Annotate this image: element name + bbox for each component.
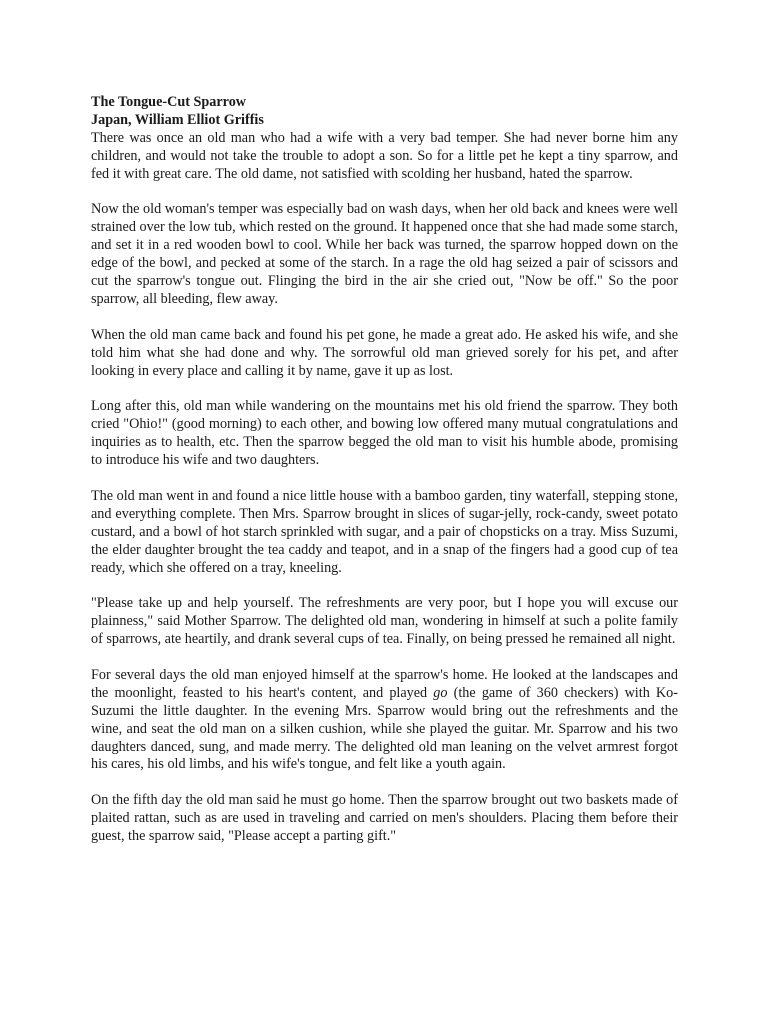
paragraph-6: "Please take up and help yourself. The refreshments are very poor, but I hope you will excuse our plainness," said Mother Sparrow. The delighted old man, wondering in himself at such a polite family of sparrows, ate heartily, and drank several cups of tea. Finally, on being pressed he remained all night. bbox=[91, 595, 678, 648]
paragraph-5: The old man went in and found a nice little house with a bamboo garden, tiny waterfall, stepping stone, and everything complete. Then Mrs. Sparrow brought in slices of sugar-jelly, rock-candy, sweet potato custard, and a bowl of hot starch sprinkled with sugar, and a pair of chopsticks on a tray. Miss Suzumi, the elder daughter brought the tea caddy and teapot, and in a snap of the fingers had a good cup of tea ready, which she offered on a tray, kneeling. bbox=[91, 487, 678, 576]
paragraph-2: Now the old woman's temper was especially bad on wash days, when her old back and knees were well strained over the low tub, which rested on the ground. It happened once that she had made some starch, and set it in a red wooden bowl to cool. While her back was turned, the sparrow hopped down on the edge of the bowl, and pecked at some of the starch. In a rage the old hag seized a pair of scissors and cut the sparrow's tongue out. Flinging the bird in the air she cried out, "Now be off." So the poor sparrow, all bleeding, flew away. bbox=[91, 201, 678, 307]
paragraph-7: For several days the old man enjoyed himself at the sparrow's home. He looked at the landscapes and the moonlight, feasted to his heart's content, and played go (the game of 360 checkers) with Ko-Suzumi the little daughter. In the evening Mrs. Sparrow would bring out the refreshments and the wine, and seat the old man on a silken cushion, while she played the guitar. Mr. Sparrow and his two daughters danced, sung, and made merry. The delighted old man leaning on the velvet armrest forgot his cares, his old limbs, and his wife's tongue, and felt like a youth again. bbox=[91, 666, 678, 773]
paragraph-4: Long after this, old man while wandering on the mountains met his old friend the sparrow. They both cried "Ohio!" (good morning) to each other, and bowing low offered many mutual congratulations and inquiries as to health, etc. Then the sparrow begged the old man to visit his humble abode, promising to introduce his wife and two daughters. bbox=[91, 398, 678, 469]
document-subtitle: Japan, William Elliot Griffis bbox=[91, 111, 264, 128]
paragraph-1: There was once an old man who had a wife with a very bad temper. She had never borne him any children, and would not take the trouble to adopt a son. So for a little pet he kept a tiny sparrow, and fed it with great care. The old dame, not satisfied with scolding her husband, hated the sparrow. bbox=[91, 129, 678, 182]
document-page bbox=[91, 94, 678, 846]
paragraph-8: On the fifth day the old man said he must go home. Then the sparrow brought out two baskets made of plaited rattan, such as are used in traveling and carried on men's shoulders. Placing them before their guest, the sparrow said, "Please accept a parting gift." bbox=[91, 792, 678, 845]
document-title: The Tongue-Cut Sparrow bbox=[91, 94, 247, 110]
game-name-italic: go bbox=[433, 684, 448, 701]
paragraph-3: When the old man came back and found his pet gone, he made a great ado. He asked his wife, and she told him what she had done and why. The sorrowful old man grieved sorely for his pet, and after looking in every place and calling it by name, gave it up as lost. bbox=[91, 326, 678, 379]
